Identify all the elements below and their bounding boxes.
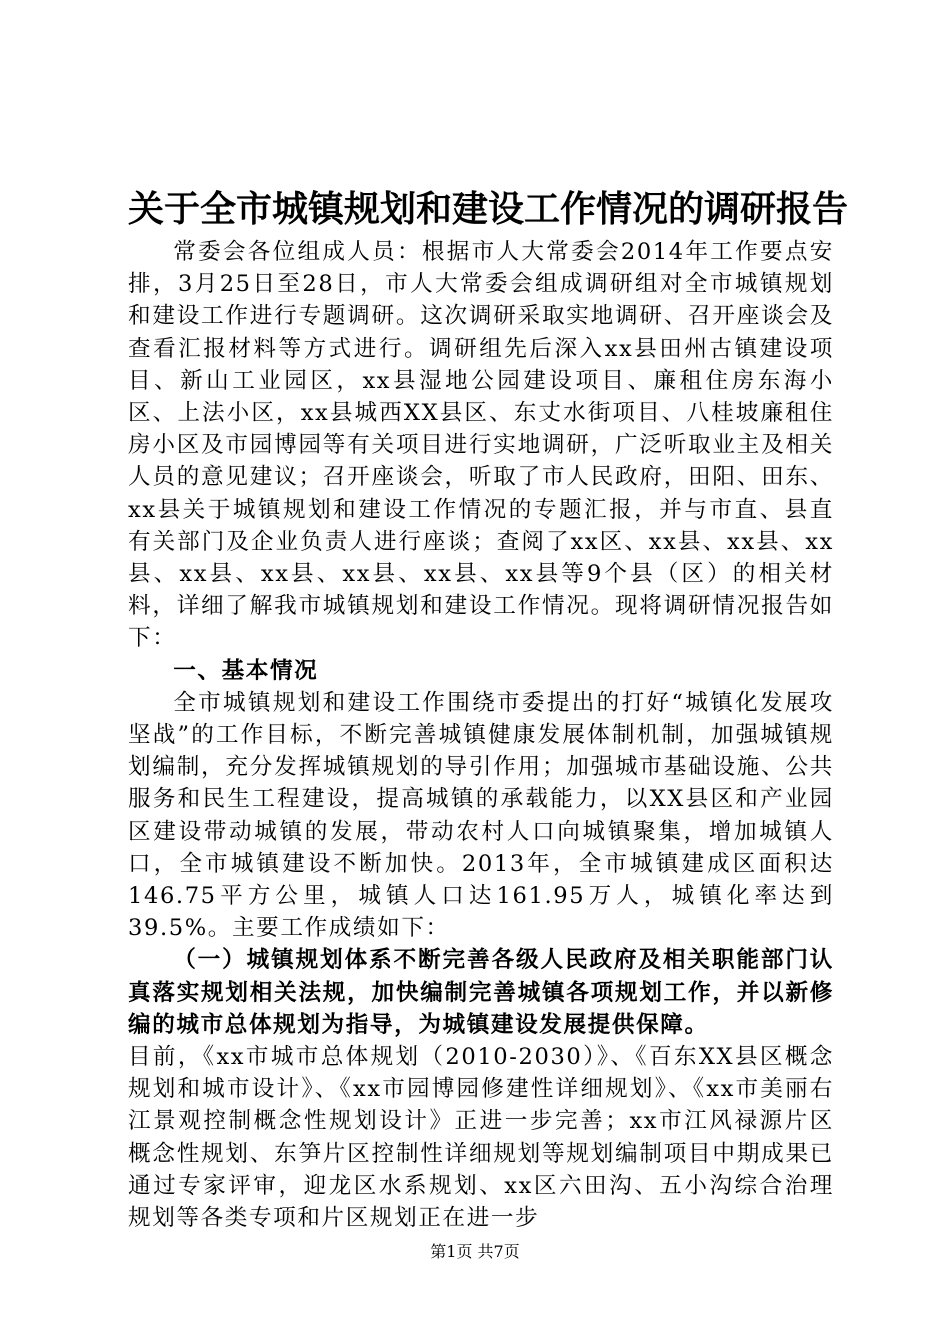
paragraph-basic-situation: 全市城镇规划和建设工作围绕市委提出的打好“城镇化发展攻坚战”的工作目标，不断完善城镇健康发展体制机制，加强城镇规划编制，充分发挥城镇规划的导引作用；加强城市基础设施、公共服务和民生工程建设，提高城镇的承载能力，以XX县区和产业园区建设带动城镇的发展，带动农村人口向城镇聚集，增加城镇人口，全市城镇建设不断加快。2013年，全市城镇建成区面积达146.75平方公里，城镇人口达161.95万人，城镇化率达到39.5%。主要工作成绩如下： [128, 689, 834, 942]
paragraph-planning-progress: 目前，《xx市城市总体规划（2010-2030）》、《百东XX县区概念规划和城市设计》、《xx市园博园修建性详细规划》、《xx市美丽右江景观控制概念性规划设计》正进一步完善；xx市江风禄源片区概念性规划、东笋片区控制性详细规划等规划编制项目中期成果已通过专家评审，迎龙区水系规划、xx区六田沟、五小沟综合治理规划等各类专项和片区规划正在进一步 [128, 1044, 834, 1232]
subsection-heading: （一）城镇规划体系不断完善各级人民政府及相关职能部门认真落实规划相关法规，加快编制完善城镇各项规划工作，并以新修编的城市总体规划为指导，为城镇建设发展提供保障。 [128, 947, 834, 1038]
document-title: 关于全市城镇规划和建设工作情况的调研报告 [128, 188, 849, 230]
page-footer: 第1页 共7页 [430, 1242, 520, 1261]
section-heading: 一、基本情况 [173, 657, 319, 684]
document-body [128, 236, 834, 1234]
paragraph-intro: 常委会各位组成人员：根据市人大常委会2014年工作要点安排，3月25日至28日，市人大常委会组成调研组对全市城镇规划和建设工作进行专题调研。这次调研采取实地调研、召开座谈会及查看汇报材料等方式进行。调研组先后深入xx县田州古镇建设项目、新山工业园区，xx县湿地公园建设项目、廉租住房东海小区、上法小区，xx县城西XX县区、东丈水街项目、八桂坡廉租住房小区及市园博园等有关项目进行实地调研，广泛听取业主及相关人员的意见建议；召开座谈会，听取了市人民政府，田阳、田东、xx县关于城镇规划和建设工作情况的专题汇报，并与市直、县直有关部门及企业负责人进行座谈；查阅了xx区、xx县、xx县、xx县、xx县、xx县、xx县、xx县、xx县等9个县（区）的相关材料，详细了解我市城镇规划和建设工作情况。现将调研情况报告如下： [128, 239, 834, 652]
